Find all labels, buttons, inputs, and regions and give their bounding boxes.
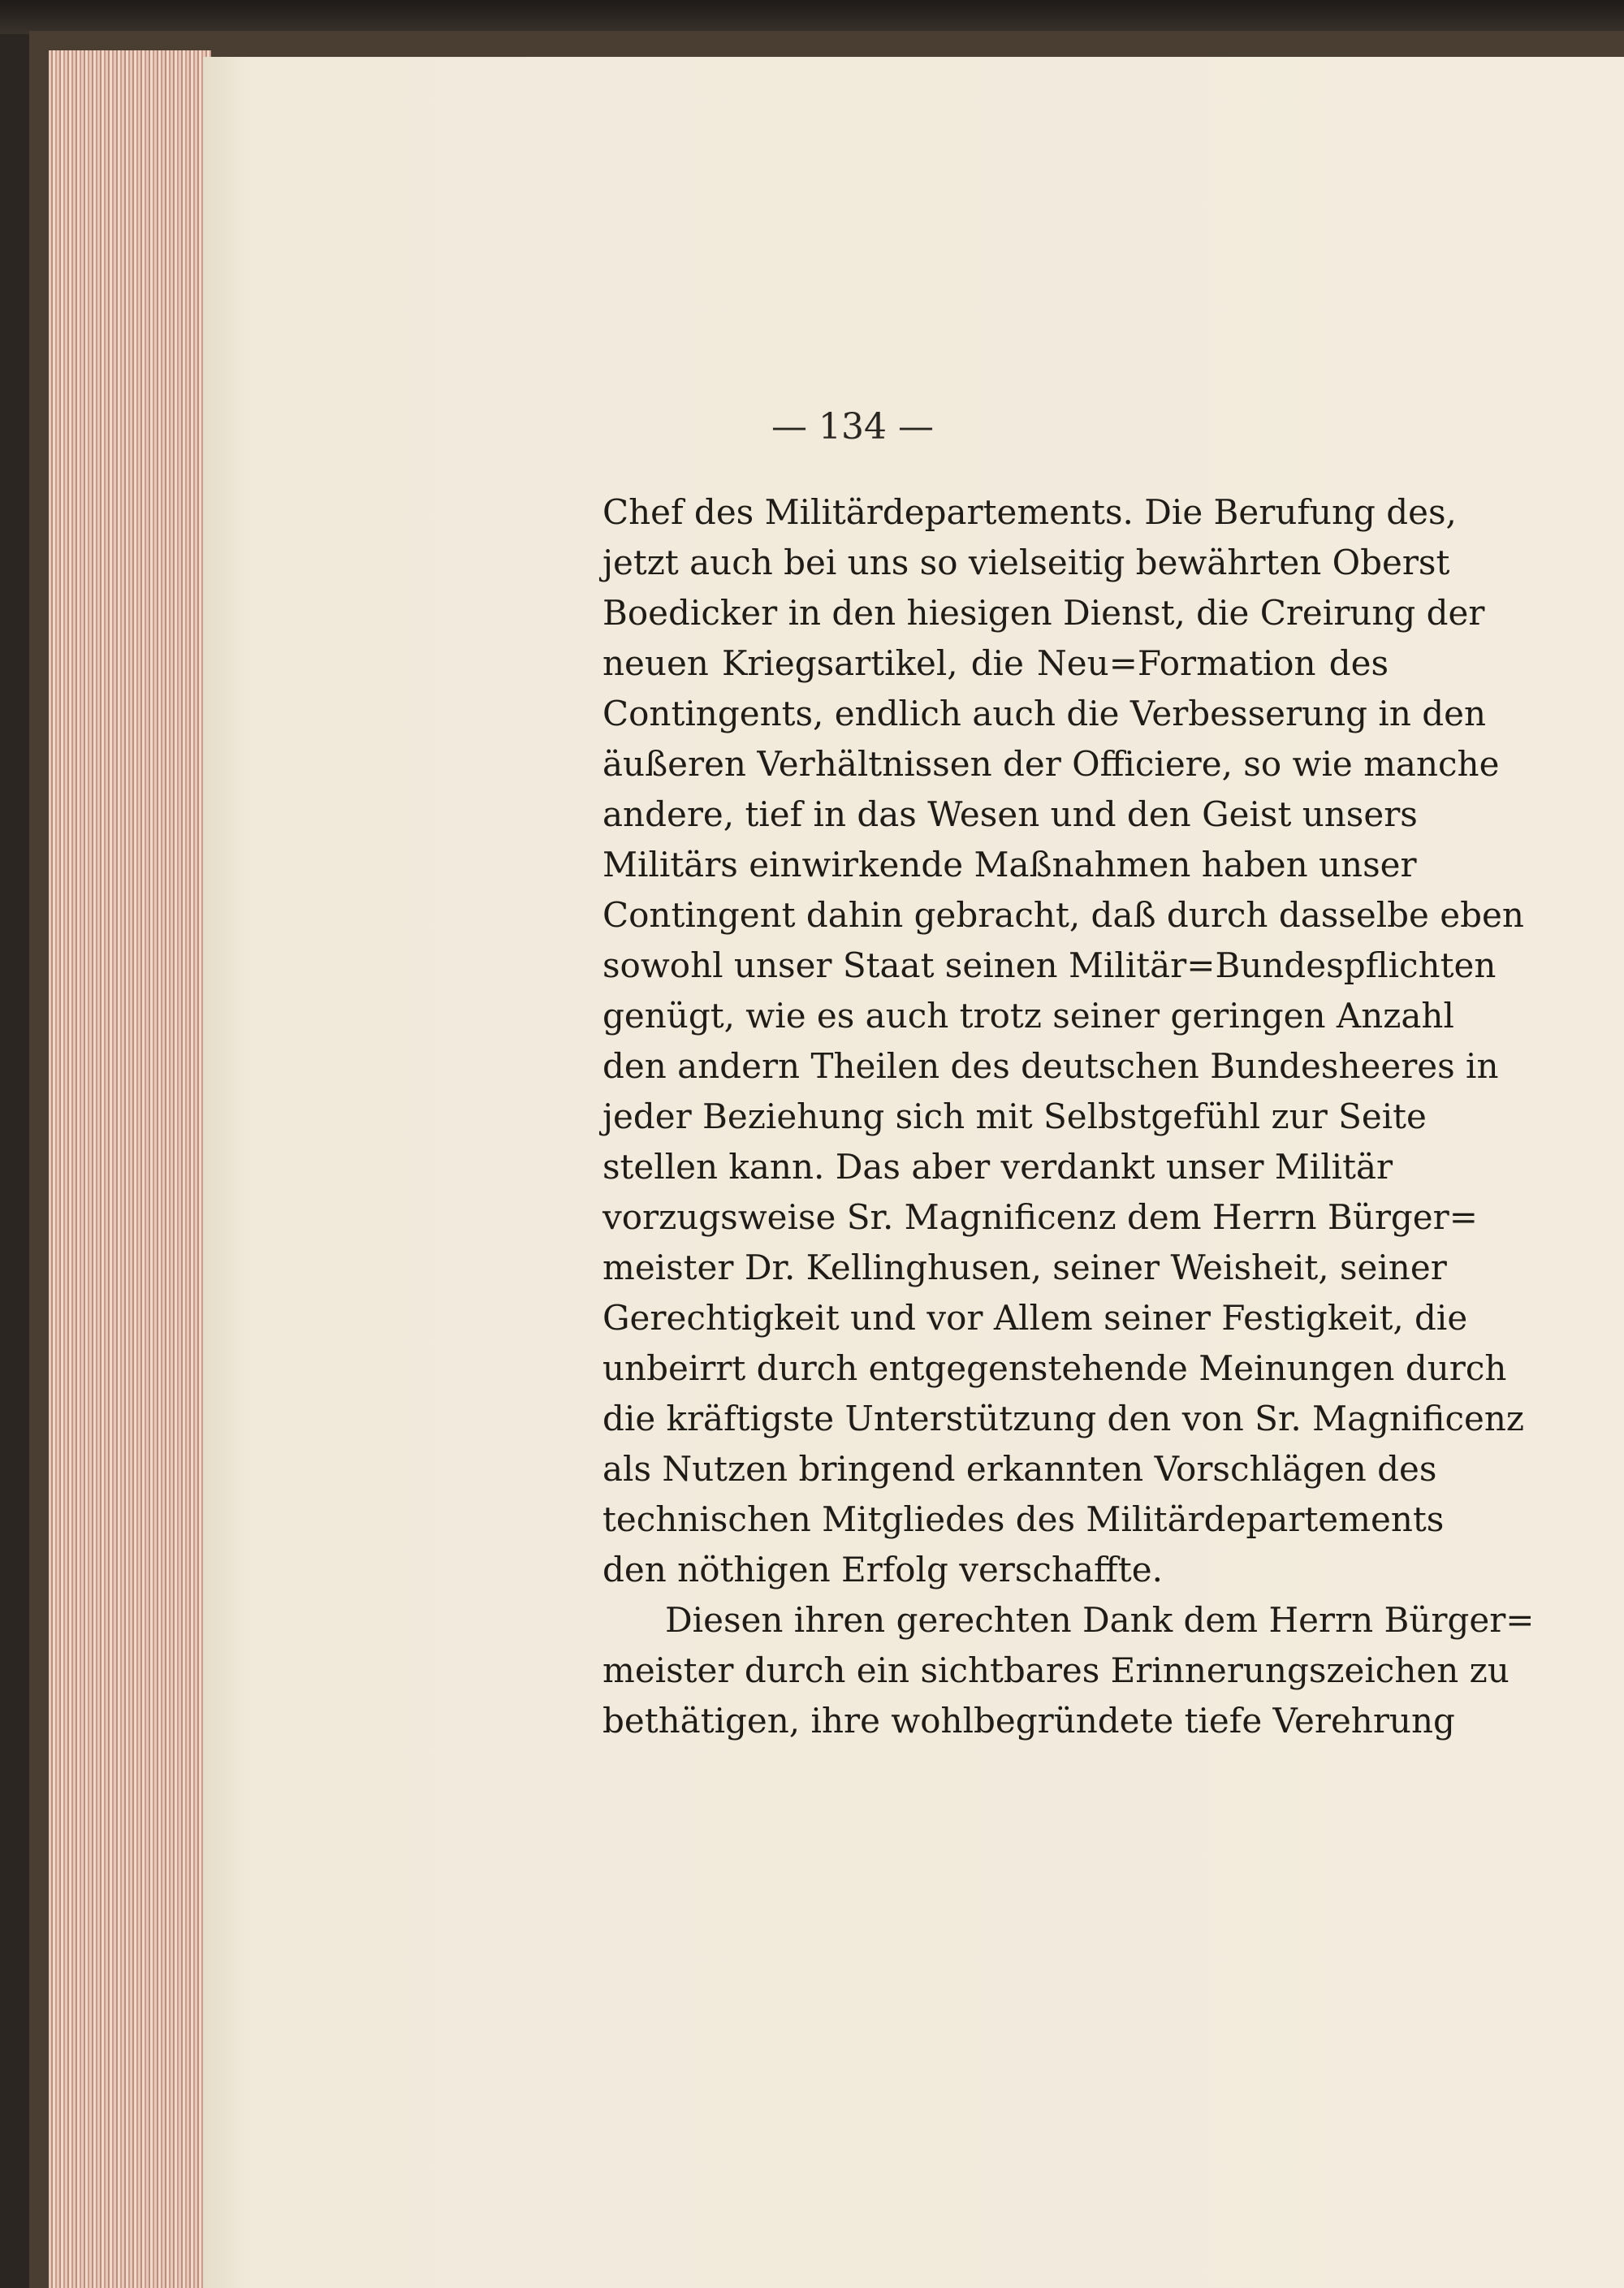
paragraph	[603, 487, 1525, 1595]
text-line: Gerechtigkeit und vor Allem seiner Festigkeit, die	[603, 1298, 1468, 1338]
text-line: technischen Mitgliedes des Militärdepartements	[603, 1499, 1445, 1539]
text-line: den nöthigen Erfolg verschaffte.	[603, 1550, 1163, 1589]
text-line: vorzugsweise Sr. Magnificenz dem Herrn Bürger=	[603, 1197, 1478, 1237]
text-line: Militärs einwirkende Maßnahmen haben unser	[603, 845, 1417, 884]
text-line: meister durch ein sichtbares Erinnerungszeichen zu	[603, 1650, 1510, 1690]
text-line: als Nutzen bringend erkannten Vorschlägen des	[603, 1449, 1437, 1489]
paragraph	[603, 1595, 1535, 1746]
body-text	[603, 487, 1535, 1746]
text-line: meister Dr. Kellinghusen, seiner Weisheit, seiner	[603, 1248, 1447, 1287]
text-line: äußeren Verhältnissen der Officiere, so wie manche	[603, 744, 1500, 784]
text-line: neuen Kriegsartikel, die Neu=Formation des	[603, 643, 1389, 683]
text-line: andere, tief in das Wesen und den Geist unsers	[603, 794, 1418, 834]
scan-top-edge	[0, 0, 1624, 34]
text-line: Contingents, endlich auch die Verbesserung in den	[603, 694, 1487, 733]
text-line: jetzt auch bei uns so vielseitig bewährten Oberst	[603, 543, 1450, 582]
text-line: Boedicker in den hiesigen Dienst, die Creirung der	[603, 593, 1485, 633]
text-line: stellen kann. Das aber verdankt unser Militär	[603, 1147, 1393, 1187]
text-line: unbeirrt durch entgegenstehende Meinungen durch	[603, 1348, 1507, 1388]
text-line: die kräftigste Unterstützung den von Sr. Magnificenz	[603, 1399, 1525, 1438]
page-edges	[49, 50, 211, 2288]
text-line: Chef des Militärdepartements. Die Berufung des,	[603, 492, 1457, 532]
text-line: den andern Theilen des deutschen Bundesheeres in	[603, 1046, 1499, 1086]
text-line: Diesen ihren gerechten Dank dem Herrn Bürger=	[665, 1600, 1535, 1640]
text-line: jeder Beziehung sich mit Selbstgefühl zur Seite	[603, 1096, 1427, 1136]
text-line: bethätigen, ihre wohlbegründete tiefe Verehrung	[603, 1701, 1455, 1741]
text-line: genügt, wie es auch trotz seiner geringen Anzahl	[603, 996, 1454, 1036]
text-line: sowohl unser Staat seinen Militär=Bundespflichten	[603, 945, 1497, 985]
page-number: — 134 —	[771, 406, 934, 448]
text-line: Contingent dahin gebracht, daß durch dasselbe eben	[603, 895, 1524, 935]
